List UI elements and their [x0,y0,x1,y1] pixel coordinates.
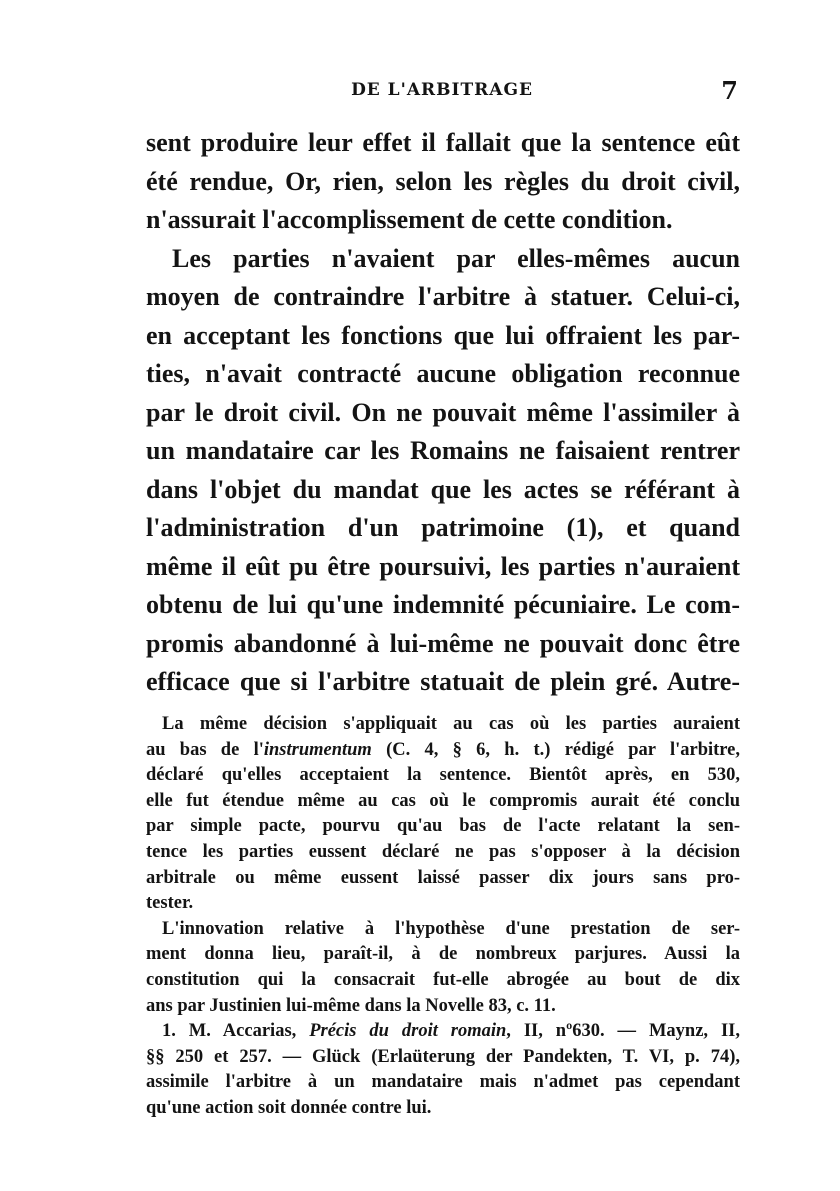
note-line: tester. [146,893,194,914]
running-title: DE L'ARBITRAGE [351,80,533,100]
note-text: , II, nº630. — Maynz, II, [506,1021,740,1042]
note-italic-term: instrumentum [263,739,372,760]
footnote-line: assimile l'arbitre à un mandataire mais n'admet pas cependant [146,1072,740,1093]
text-line: un mandataire car les Romains ne faisaient rentrer [146,436,740,465]
text-line: obtenu de lui qu'une indemnité pécuniaire. Le com- [146,590,740,619]
text-line: sent produire leur effet il fallait que la sentence eût [146,128,740,157]
note-line: L'innovation relative à l'hypothèse d'une prestation de ser- [162,918,740,939]
text-line: Les parties n'avaient par elles-mêmes aucun [172,243,740,273]
note-text: (C. 4, § 6, h. t.) rédigé par l'arbitre, [371,739,740,760]
text-line: en acceptant les fonctions que lui offraient les par- [146,320,740,350]
text-line: par le droit civil. On ne pouvait même l'assimiler à [146,397,740,427]
note-line: par simple pacte, pourvu qu'au bas de l'acte relatant la sen- [146,816,740,837]
note-line: ans par Justinien lui-même dans la Novelle 83, c. 11. [146,995,556,1016]
note-line: arbitrale ou même eussent laissé passer dix jours sans pro- [146,867,740,888]
running-header [146,76,738,106]
footnotes [146,712,740,1122]
note-text: 1. M. Accarias, [162,1021,310,1042]
text-line: promis abandonné à lui-même ne pouvait donc être [146,628,740,658]
note-line: constitution qui la consacrait fut-elle abrogée au bout de dix [146,969,740,990]
text-line: été rendue, Or, rien, selon les règles du droit civil, [146,166,740,196]
footnote-line: §§ 250 et 257. — Glück (Erlaüterung der Pandekten, T. VI, p. 74), [146,1046,740,1067]
main-text [146,124,740,702]
text-line: l'administration d'un patrimoine (1), et quand [146,513,740,542]
note-line: déclaré qu'elles acceptaient la sentence. Bientôt après, en 530, [146,765,740,786]
text-line: dans l'objet du mandat que les actes se référant à [146,474,740,504]
note-line: ment donna lieu, paraît-il, à de nombreux parjures. Aussi la [146,944,740,965]
text-line: moyen de contraindre l'arbitre à statuer. Celui-ci, [146,282,740,311]
text-line: efficace que si l'arbitre statuait de plein gré. Autre- [146,667,740,696]
text-line: même il eût pu être poursuivi, les parties n'auraient [146,551,740,581]
note-text: au bas de l' [146,739,264,760]
note-line [146,738,740,764]
note-italic-title: Précis du droit romain [309,1021,507,1042]
note-line: elle fut étendue même au cas où le compromis aurait été conclu [146,790,740,811]
text-line: n'assurait l'accomplissement de cette condition. [146,205,673,234]
note-line: tence les parties eussent déclaré ne pas s'opposer à la décision [146,841,740,862]
text-line: ties, n'avait contracté aucune obligation reconnue [146,359,740,388]
note-line: La même décision s'appliquait au cas où les parties auraient [162,714,740,734]
page-number: 7 [721,76,738,105]
footnote-line: qu'une action soit donnée contre lui. [146,1097,432,1118]
footnote-line [146,1019,740,1045]
